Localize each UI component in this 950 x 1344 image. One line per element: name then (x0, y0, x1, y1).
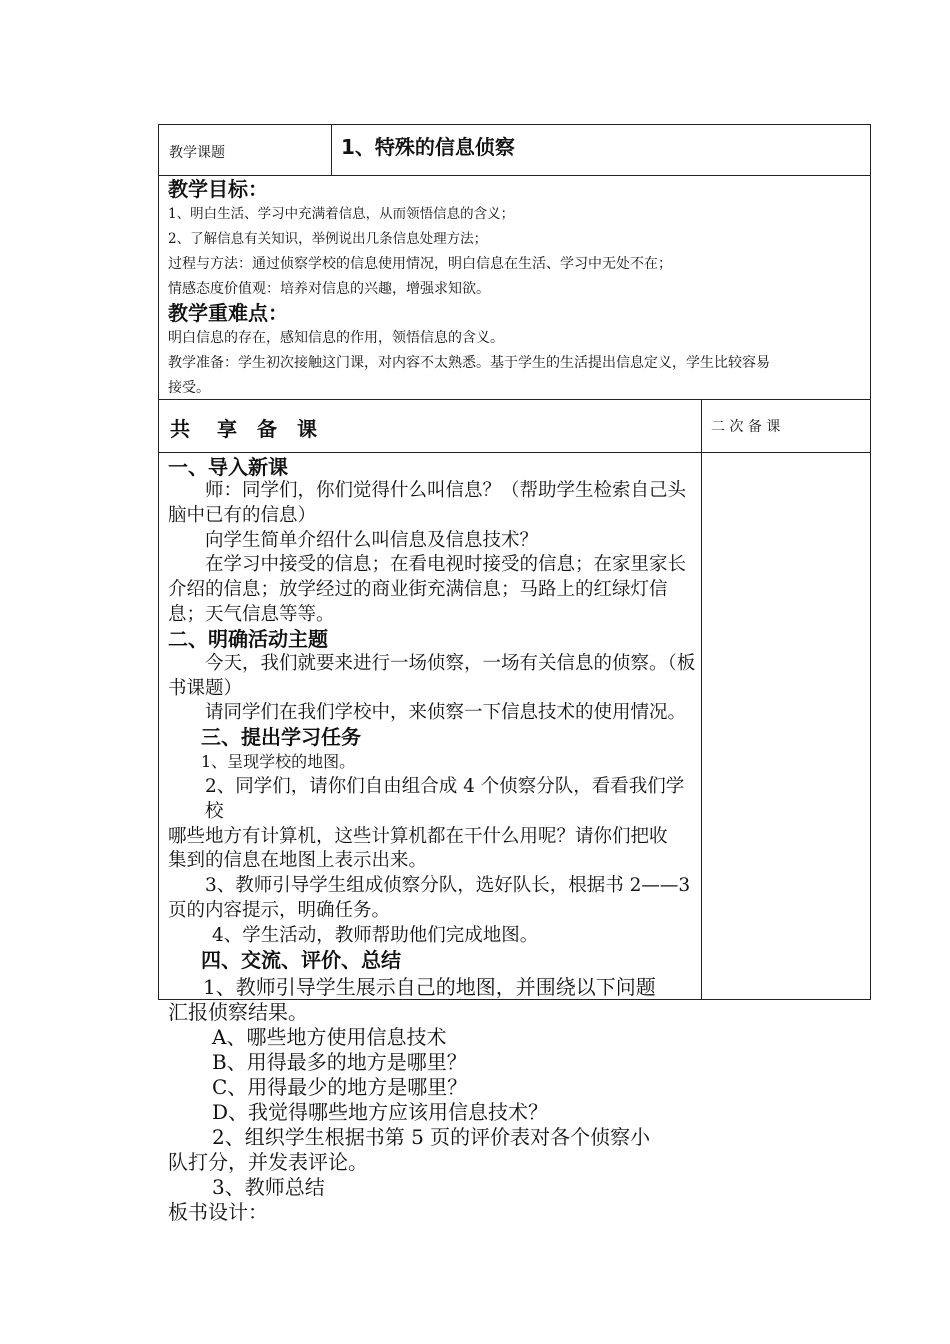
s4-option-b: B、用得最多的地方是哪里？ (212, 1049, 467, 1074)
s4-option-d: D、我觉得哪些地方应该用信息技术？ (212, 1099, 549, 1124)
s3-line-7: 4、学生活动，教师帮助他们完成地图。 (212, 924, 539, 946)
s3-line-5: 3、教师引导学生组成侦察分队，选好队长，根据书 2——3 (205, 875, 691, 897)
board-design-label: 板书设计： (168, 1199, 268, 1224)
topic-row (158, 124, 871, 175)
s3-line-2: 2、同学们，请你们自由组合成 4 个侦察分队，看看我们学校 (205, 775, 685, 822)
s4-line-3: 2、组织学生根据书第 5 页的评价表对各个侦察小 (212, 1124, 651, 1149)
lesson-plan-table (158, 124, 871, 1224)
s4-option-c: C、用得最少的地方是哪里？ (212, 1074, 468, 1099)
s3-line-3: 哪些地方有计算机，这些计算机都在干什么用呢？请你们把收 (168, 825, 668, 847)
s1-line-6: 息；天气信息等等。 (168, 603, 335, 625)
section-2-heading: 二、明确活动主题 (168, 626, 328, 651)
s4-line-4: 队打分，并发表评论。 (168, 1149, 368, 1174)
shared-prep-header-cell (159, 400, 701, 452)
shared-prep-content (159, 453, 701, 1224)
objectives-heading: 教学目标： (168, 177, 268, 201)
s4-option-a: A、哪些地方使用信息技术 (212, 1024, 447, 1049)
s4-line-1: 1、教师引导学生展示自己的地图，并围绕以下问题 (203, 974, 656, 999)
section-1-heading: 一、导入新课 (168, 455, 288, 479)
s1-line-2: 脑中已有的信息） (168, 504, 317, 526)
s1-line-5: 介绍的信息；放学经过的商业街充满信息；马路上的红绿灯信 (168, 579, 668, 601)
shared-prep-header: 共 享 备 课 (170, 417, 317, 441)
key-points-heading: 教学重难点： (168, 301, 288, 325)
key-points-text: 明白信息的存在，感知信息的作用，领悟信息的含义。 (168, 330, 504, 346)
topic-label: 教学课题 (169, 145, 225, 161)
s3-line-6: 页的内容提示，明确任务。 (168, 899, 391, 921)
s3-line-1: 1、呈现学校的地图。 (201, 752, 356, 772)
s4-line-5: 3、教师总结 (212, 1174, 325, 1199)
preparation-line-1: 教学准备：学生初次接触这门课，对内容不太熟悉。基于学生的生活提出信息定义，学生比较容易 (168, 355, 770, 371)
process-method: 过程与方法：通过侦察学校的信息使用情况，明白信息在生活、学习中无处不在； (168, 256, 672, 272)
preparation-line-2: 接受。 (168, 380, 210, 396)
section-header-row (158, 399, 871, 452)
s1-line-4: 在学习中接受的信息；在看电视时接受的信息；在家里家长 (205, 554, 687, 576)
s1-line-1: 师：同学们，你们觉得什么叫信息？（帮助学生检索自己头 (205, 480, 687, 501)
objective-item-1: 1、明白生活、学习中充满着信息，从而领悟信息的含义； (168, 206, 515, 222)
topic-title-cell (331, 125, 870, 175)
section-3-heading: 三、提出学习任务 (201, 725, 361, 750)
second-prep-content (701, 453, 870, 999)
s2-line-1: 今天，我们就要来进行一场侦察，一场有关信息的侦察。（板 (205, 652, 696, 674)
topic-label-cell (159, 125, 331, 175)
attitude-values: 情感态度价值观：培养对信息的兴趣，增强求知欲。 (168, 281, 490, 297)
second-prep-header-cell (701, 400, 870, 452)
s4-line-2: 汇报侦察结果。 (168, 999, 308, 1024)
lesson-title: 1、特殊的信息侦察 (341, 135, 515, 159)
s2-line-3: 请同学们在我们学校中，来侦察一下信息技术的使用情况。 (205, 702, 687, 724)
s3-line-4: 集到的信息在地图上表示出来。 (168, 850, 428, 872)
second-prep-header: 二 次 备 课 (711, 419, 781, 435)
s1-line-3: 向学生简单介绍什么叫信息及信息技术？ (205, 529, 539, 551)
section-4-heading: 四、交流、评价、总结 (201, 947, 401, 972)
objectives-row (158, 175, 871, 399)
body-row (158, 452, 871, 1224)
s2-line-2: 书课题） (168, 677, 243, 699)
objective-item-2: 2、了解信息有关知识，举例说出几条信息处理方法； (168, 231, 488, 247)
